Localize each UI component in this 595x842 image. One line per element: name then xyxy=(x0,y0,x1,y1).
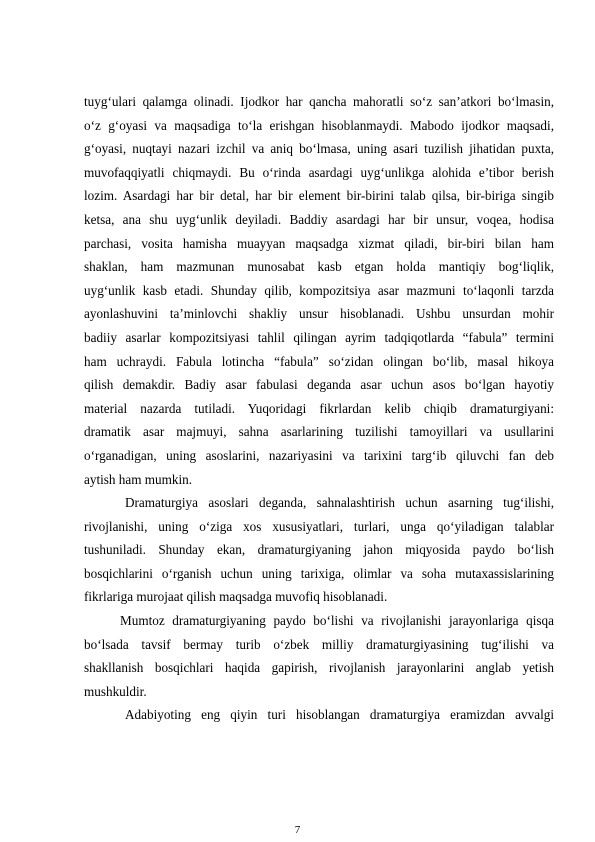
page-number: 7 xyxy=(294,824,301,836)
text-line: Mumtoz dramaturgiyaning paydo bo‘lishi va rivojlanishi jarayonlariga qisqa xyxy=(120,613,554,629)
text-line: ham uchraydi. Fabula lotincha “fabula” so‘zidan olingan bo‘lib, masal hikoya xyxy=(84,353,554,369)
text-line: bosqichlarini o‘rganish uchun uning tarixiga, olimlar va soha mutaxassislarining xyxy=(84,565,554,581)
text-line: parchasi, vosita hamisha muayyan maqsadga xizmat qiladi, bir-biri bilan ham xyxy=(84,235,554,251)
text-line: ayonlashuvini ta’minlovchi shakliy unsur hisoblanadi. Ushbu unsurdan mohir xyxy=(84,306,554,322)
text-line: mushkuldir. xyxy=(84,683,147,699)
text-line: shakllanish bosqichlari haqida gapirish, rivojlanish jarayonlarini anglab yetish xyxy=(84,660,554,676)
text-line: tuyg‘ulari qalamga olinadi. Ijodkor har qancha mahoratli so‘z san’atkori bo‘lmasin, xyxy=(84,94,554,109)
text-line: shaklan, ham mazmunan munosabat kasb etgan holda mantiqiy bog‘liqlik, xyxy=(84,259,554,275)
text-line: bo‘lsada tavsif bermay turib o‘zbek milliy dramaturgiyasining tug‘ilishi va xyxy=(84,636,554,652)
text-line: o‘z g‘oyasi va maqsadiga to‘la erishgan hisoblanmaydi. Mabodo ijodkor maqsadi, xyxy=(84,117,554,133)
text-line: g‘oyasi, nuqtayi nazari izchil va aniq bo‘lmasa, uning asari tuzilish jihatidan puxta, xyxy=(84,141,554,157)
text-line: ketsa, ana shu uyg‘unlik deyiladi. Baddiy asardagi har bir unsur, voqea, hodisa xyxy=(84,211,554,227)
text-line: uyg‘unlik kasb etadi. Shunday qilib, kompozitsiya asar mazmuni to‘laqonli tarzda xyxy=(84,282,554,298)
text-line: rivojlanishi, uning o‘ziga xos xususiyatlari, turlari, unga qo‘yiladigan talablar xyxy=(84,518,554,534)
text-line: lozim. Asardagi har bir detal, har bir element bir-birini talab qilsa, bir-biriga singib xyxy=(84,188,554,204)
text-line: Adabiyoting eng qiyin turi hisoblangan dramaturgiya eramizdan avvalgi xyxy=(125,707,554,723)
body-text xyxy=(84,90,554,727)
text-line: tushuniladi. Shunday ekan, dramaturgiyaning jahon miqyosida paydo bo‘lish xyxy=(84,542,554,558)
text-line: aytish ham mumkin. xyxy=(84,471,193,487)
text-line: fikrlariga murojaat qilish maqsadga muvofiq hisoblanadi. xyxy=(84,589,388,605)
text-line: dramatik asar majmuyi, sahna asarlarining tuzilishi tamoyillari va usullarini xyxy=(84,424,554,440)
text-line: qilish demakdir. Badiy asar fabulasi deganda asar uchun asos bo‘lgan hayotiy xyxy=(84,377,554,393)
text-line: material nazarda tutiladi. Yuqoridagi fikrlardan kelib chiqib dramaturgiyani: xyxy=(84,400,554,416)
text-line: Dramaturgiya asoslari deganda, sahnalashtirish uchun asarning tug‘ilishi, xyxy=(125,495,554,511)
text-line: badiiy asarlar kompozitsiyasi tahlil qilingan ayrim tadqiqotlarda “fabula” termini xyxy=(84,329,554,345)
text-line: muvofaqqiyatli chiqmaydi. Bu o‘rinda asardagi uyg‘unlikga alohida e’tibor berish xyxy=(84,164,554,180)
text-line: o‘rganadigan, uning asoslarini, nazariyasini va tarixini targ‘ib qiluvchi fan deb xyxy=(84,447,554,463)
